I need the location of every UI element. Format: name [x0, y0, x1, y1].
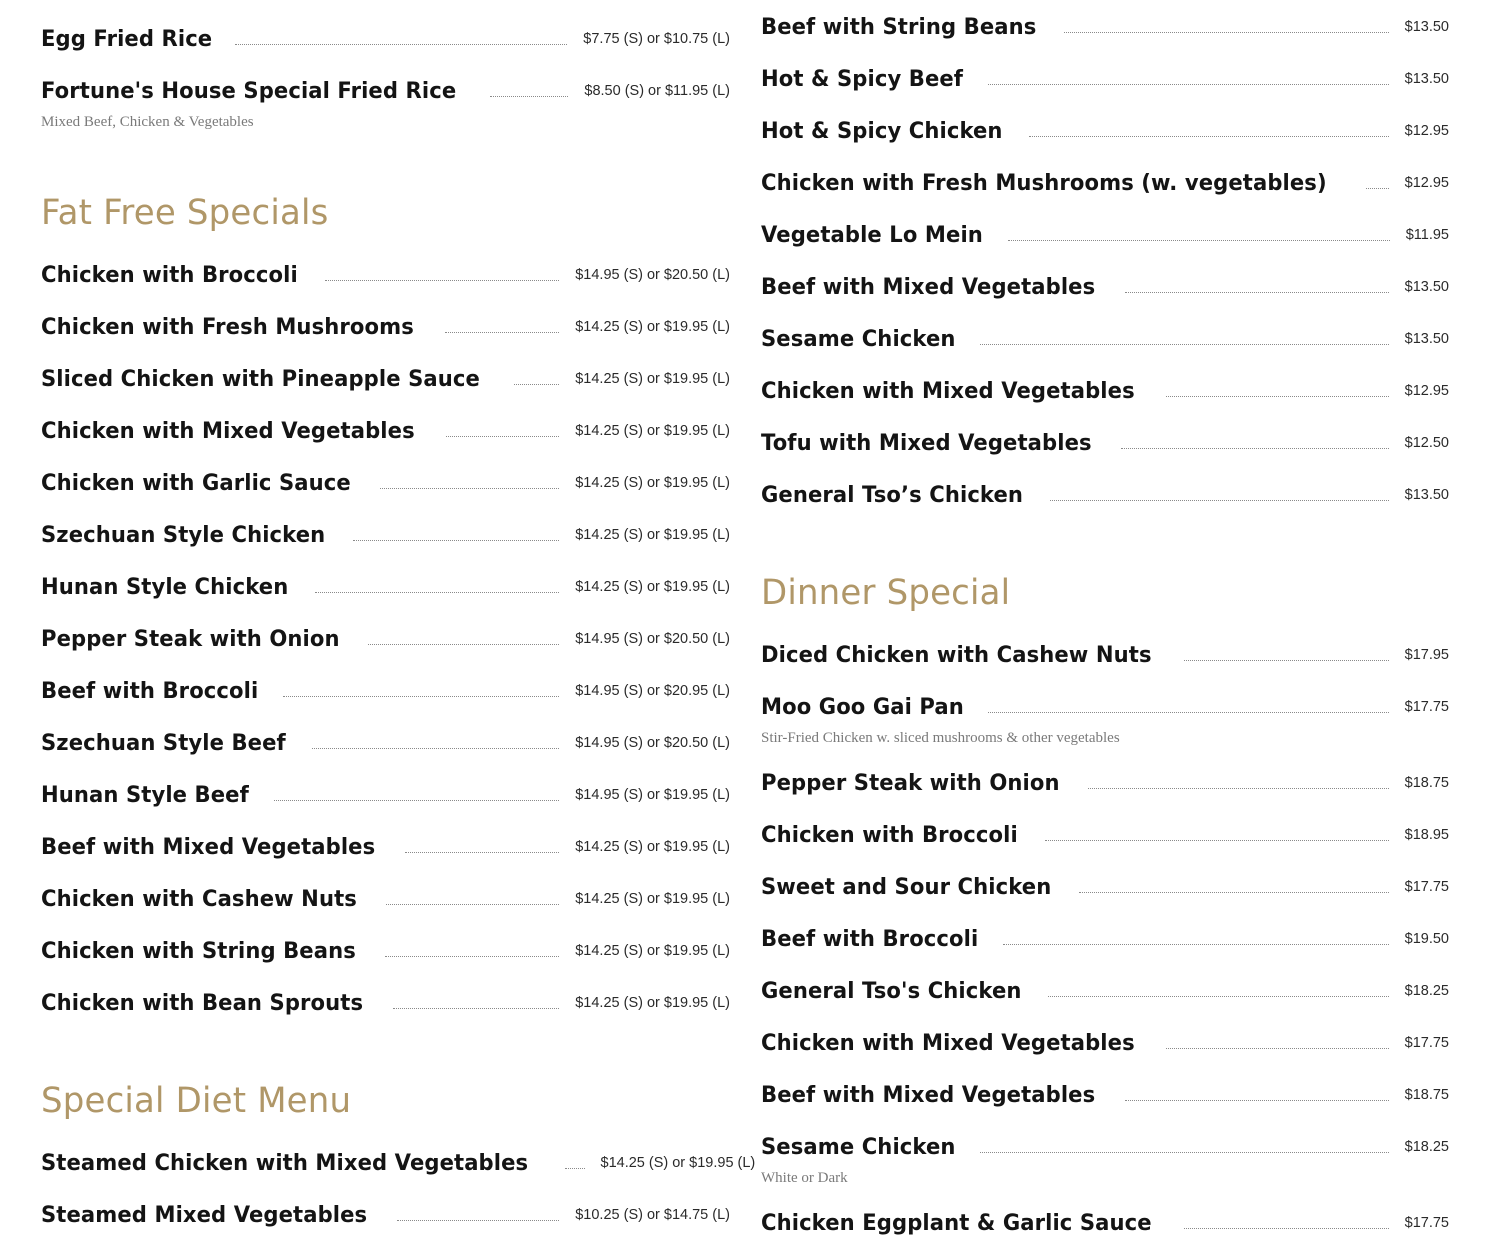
menu-item-price: $13.50 [1404, 487, 1449, 503]
section-title-fat-free: Fat Free Specials [41, 193, 329, 233]
dotted-leader [405, 852, 559, 853]
menu-item [761, 267, 1449, 307]
menu-item-price: $17.75 [1404, 879, 1449, 895]
menu-item-name: Chicken with Bean Sprouts [41, 990, 364, 1016]
menu-item-name: Chicken with Mixed Vegetables [761, 378, 1135, 404]
menu-item [41, 879, 730, 919]
dotted-leader [1050, 500, 1389, 501]
dotted-leader [1088, 788, 1389, 789]
menu-item-description: Stir-Fried Chicken w. sliced mushrooms & other vegetables [761, 730, 1120, 746]
menu-item [41, 619, 730, 659]
menu-item-name: Hunan Style Beef [41, 782, 249, 808]
menu-item [761, 163, 1449, 203]
menu-item-name: Pepper Steak with Onion [761, 770, 1060, 796]
menu-item-price: $14.25 (S) or $19.95 (L) [575, 527, 730, 543]
menu-item-price: $14.25 (S) or $19.95 (L) [575, 423, 730, 439]
menu-item-price: $14.25 (S) or $19.95 (L) [600, 1155, 756, 1171]
menu-item-name: Tofu with Mixed Vegetables [761, 430, 1092, 456]
menu-item-price: $18.25 [1404, 1139, 1449, 1155]
menu-item-price: $14.25 (S) or $19.95 (L) [575, 319, 730, 335]
dotted-leader [988, 712, 1388, 713]
menu-item [41, 723, 730, 763]
menu-item [41, 671, 730, 711]
menu-item-price: $17.95 [1404, 647, 1449, 663]
dotted-leader [368, 644, 559, 645]
menu-item-price: $18.95 [1404, 827, 1449, 843]
dotted-leader [1125, 1100, 1388, 1101]
menu-item-name: Hot & Spicy Chicken [761, 118, 1003, 144]
menu-item [41, 411, 730, 451]
menu-item [41, 827, 730, 867]
dotted-leader [380, 488, 560, 489]
menu-item-name: Fortune's House Special Fried Rice [41, 78, 457, 104]
dotted-leader [490, 96, 569, 97]
dotted-leader [446, 436, 559, 437]
menu-item-price: $14.95 (S) or $20.95 (L) [575, 683, 730, 699]
dotted-leader [1079, 892, 1388, 893]
menu-item-price: $14.25 (S) or $19.95 (L) [575, 579, 730, 595]
dotted-leader [1064, 32, 1389, 33]
menu-item [41, 515, 730, 555]
menu-item [761, 215, 1449, 255]
menu-item [41, 931, 730, 971]
menu-item-price: $14.25 (S) or $19.95 (L) [575, 995, 730, 1011]
menu-item-price: $12.95 [1404, 123, 1449, 139]
menu-item [761, 919, 1449, 959]
menu-item-price: $18.25 [1404, 983, 1449, 999]
menu-item [41, 1143, 756, 1183]
dotted-leader [1184, 1228, 1389, 1229]
menu-item-price: $17.75 [1404, 699, 1449, 715]
menu-item-name: Beef with Broccoli [761, 926, 979, 952]
menu-item-price: $14.25 (S) or $19.95 (L) [575, 891, 730, 907]
menu-item [41, 1195, 730, 1235]
menu-item [41, 983, 730, 1023]
dotted-leader [274, 800, 560, 801]
menu-item-name: General Tso's Chicken [761, 978, 1022, 1004]
menu-item-price: $13.50 [1404, 19, 1449, 35]
menu-item [41, 359, 730, 399]
menu-item-price: $13.50 [1404, 331, 1449, 347]
dotted-leader [1048, 996, 1388, 997]
menu-item-name: Sliced Chicken with Pineapple Sauce [41, 366, 480, 392]
dotted-leader [1121, 448, 1388, 449]
menu-item-name: Vegetable Lo Mein [761, 222, 983, 248]
menu-item [41, 463, 730, 503]
menu-item [761, 1127, 1449, 1167]
menu-item-price: $17.75 [1404, 1215, 1449, 1231]
menu-item [41, 255, 730, 295]
dotted-leader [1125, 292, 1388, 293]
menu-item [41, 19, 730, 59]
menu-item-price: $11.95 [1405, 227, 1449, 243]
menu-item-name: Moo Goo Gai Pan [761, 694, 964, 720]
dotted-leader [312, 748, 559, 749]
menu-item-name: Egg Fried Rice [41, 26, 213, 52]
menu-item-name: Chicken with Broccoli [761, 822, 1018, 848]
menu-item-name: Sesame Chicken [761, 1134, 956, 1160]
section-title-special-diet: Special Diet Menu [41, 1081, 352, 1121]
menu-item-name: Steamed Mixed Vegetables [41, 1202, 368, 1228]
menu-item-description: Mixed Beef, Chicken & Vegetables [41, 114, 254, 130]
menu-item-name: Chicken with Cashew Nuts [41, 886, 357, 912]
menu-item [41, 307, 730, 347]
menu-item-name: Chicken with Garlic Sauce [41, 470, 351, 496]
dotted-leader [235, 44, 567, 45]
dotted-leader [1029, 136, 1389, 137]
menu-item-name: Hunan Style Chicken [41, 574, 289, 600]
menu-item-price: $10.25 (S) or $14.75 (L) [575, 1207, 730, 1223]
menu-item-name: Chicken with String Beans [41, 938, 356, 964]
menu-item [761, 423, 1449, 463]
menu-item-name: Beef with String Beans [761, 14, 1037, 40]
menu-item-price: $12.95 [1404, 175, 1449, 191]
menu-item-price: $14.95 (S) or $20.50 (L) [575, 631, 730, 647]
menu-item-price: $18.75 [1404, 1087, 1449, 1103]
dotted-leader [1166, 396, 1388, 397]
menu-item-price: $14.25 (S) or $19.95 (L) [575, 943, 730, 959]
section-title-dinner-special: Dinner Special [761, 573, 1011, 613]
menu-item-price: $14.95 (S) or $20.50 (L) [575, 735, 730, 751]
menu-item-name: Chicken with Fresh Mushrooms [41, 314, 414, 340]
dotted-leader [1008, 240, 1390, 241]
menu-item-price: $19.50 [1404, 931, 1449, 947]
dotted-leader [1366, 188, 1388, 189]
dotted-leader [1184, 660, 1389, 661]
menu-item [761, 1075, 1449, 1115]
menu-item [41, 71, 730, 111]
menu-item [761, 635, 1449, 675]
menu-item-description: White or Dark [761, 1170, 848, 1186]
menu-item-price: $14.95 (S) or $19.95 (L) [575, 787, 730, 803]
menu-item [41, 567, 730, 607]
dotted-leader [988, 84, 1389, 85]
menu-item-price: $12.95 [1404, 383, 1449, 399]
menu-item-price: $13.50 [1404, 279, 1449, 295]
menu-item [761, 319, 1449, 359]
dotted-leader [393, 1008, 560, 1009]
menu-item [761, 815, 1449, 855]
menu-item-price: $14.25 (S) or $19.95 (L) [575, 839, 730, 855]
menu-item [761, 1203, 1449, 1243]
menu-item-name: Szechuan Style Beef [41, 730, 286, 756]
menu-item-name: Chicken Eggplant & Garlic Sauce [761, 1210, 1152, 1236]
dotted-leader [353, 540, 559, 541]
dotted-leader [980, 1152, 1389, 1153]
menu-item-price: $7.75 (S) or $10.75 (L) [583, 31, 730, 47]
dotted-leader [397, 1220, 559, 1221]
dotted-leader [1003, 944, 1388, 945]
dotted-leader [514, 384, 559, 385]
menu-item-name: Chicken with Broccoli [41, 262, 298, 288]
menu-item-name: Beef with Mixed Vegetables [41, 834, 376, 860]
menu-item [761, 371, 1449, 411]
dotted-leader [315, 592, 560, 593]
dotted-leader [386, 904, 559, 905]
menu-item [761, 59, 1449, 99]
menu-item-name: Szechuan Style Chicken [41, 522, 326, 548]
menu-item [761, 971, 1449, 1011]
menu-item [761, 1023, 1449, 1063]
menu-item-price: $12.50 [1404, 435, 1449, 451]
dotted-leader [1045, 840, 1389, 841]
menu-item-price: $18.75 [1404, 775, 1449, 791]
menu-item [761, 687, 1449, 727]
menu-item-price: $8.50 (S) or $11.95 (L) [584, 83, 730, 99]
dotted-leader [283, 696, 559, 697]
menu-item [761, 475, 1449, 515]
menu-item-name: General Tso’s Chicken [761, 482, 1024, 508]
menu-item-name: Beef with Broccoli [41, 678, 259, 704]
menu-item-price: $14.25 (S) or $19.95 (L) [575, 475, 730, 491]
dotted-leader [325, 280, 560, 281]
menu-item [41, 775, 730, 815]
menu-item-name: Hot & Spicy Beef [761, 66, 964, 92]
dotted-leader [385, 956, 559, 957]
menu-item-name: Diced Chicken with Cashew Nuts [761, 642, 1152, 668]
dotted-leader [980, 344, 1389, 345]
menu-item [761, 111, 1449, 151]
dotted-leader [565, 1168, 585, 1169]
menu-item-name: Chicken with Mixed Vegetables [761, 1030, 1135, 1056]
menu-item-price: $17.75 [1404, 1035, 1449, 1051]
menu-item-name: Sweet and Sour Chicken [761, 874, 1052, 900]
menu-item-name: Steamed Chicken with Mixed Vegetables [41, 1150, 529, 1176]
menu-item [761, 763, 1449, 803]
menu-item [761, 7, 1449, 47]
menu-item-name: Pepper Steak with Onion [41, 626, 340, 652]
menu-item-name: Chicken with Mixed Vegetables [41, 418, 415, 444]
menu-item-name: Beef with Mixed Vegetables [761, 1082, 1096, 1108]
menu-item-price: $13.50 [1404, 71, 1449, 87]
menu-item-price: $14.25 (S) or $19.95 (L) [575, 371, 730, 387]
dotted-leader [445, 332, 559, 333]
menu-item [761, 867, 1449, 907]
menu-item-name: Sesame Chicken [761, 326, 956, 352]
menu-item-name: Beef with Mixed Vegetables [761, 274, 1096, 300]
dotted-leader [1166, 1048, 1388, 1049]
menu-item-name: Chicken with Fresh Mushrooms (w. vegetables) [761, 170, 1327, 196]
menu-item-price: $14.95 (S) or $20.50 (L) [575, 267, 730, 283]
